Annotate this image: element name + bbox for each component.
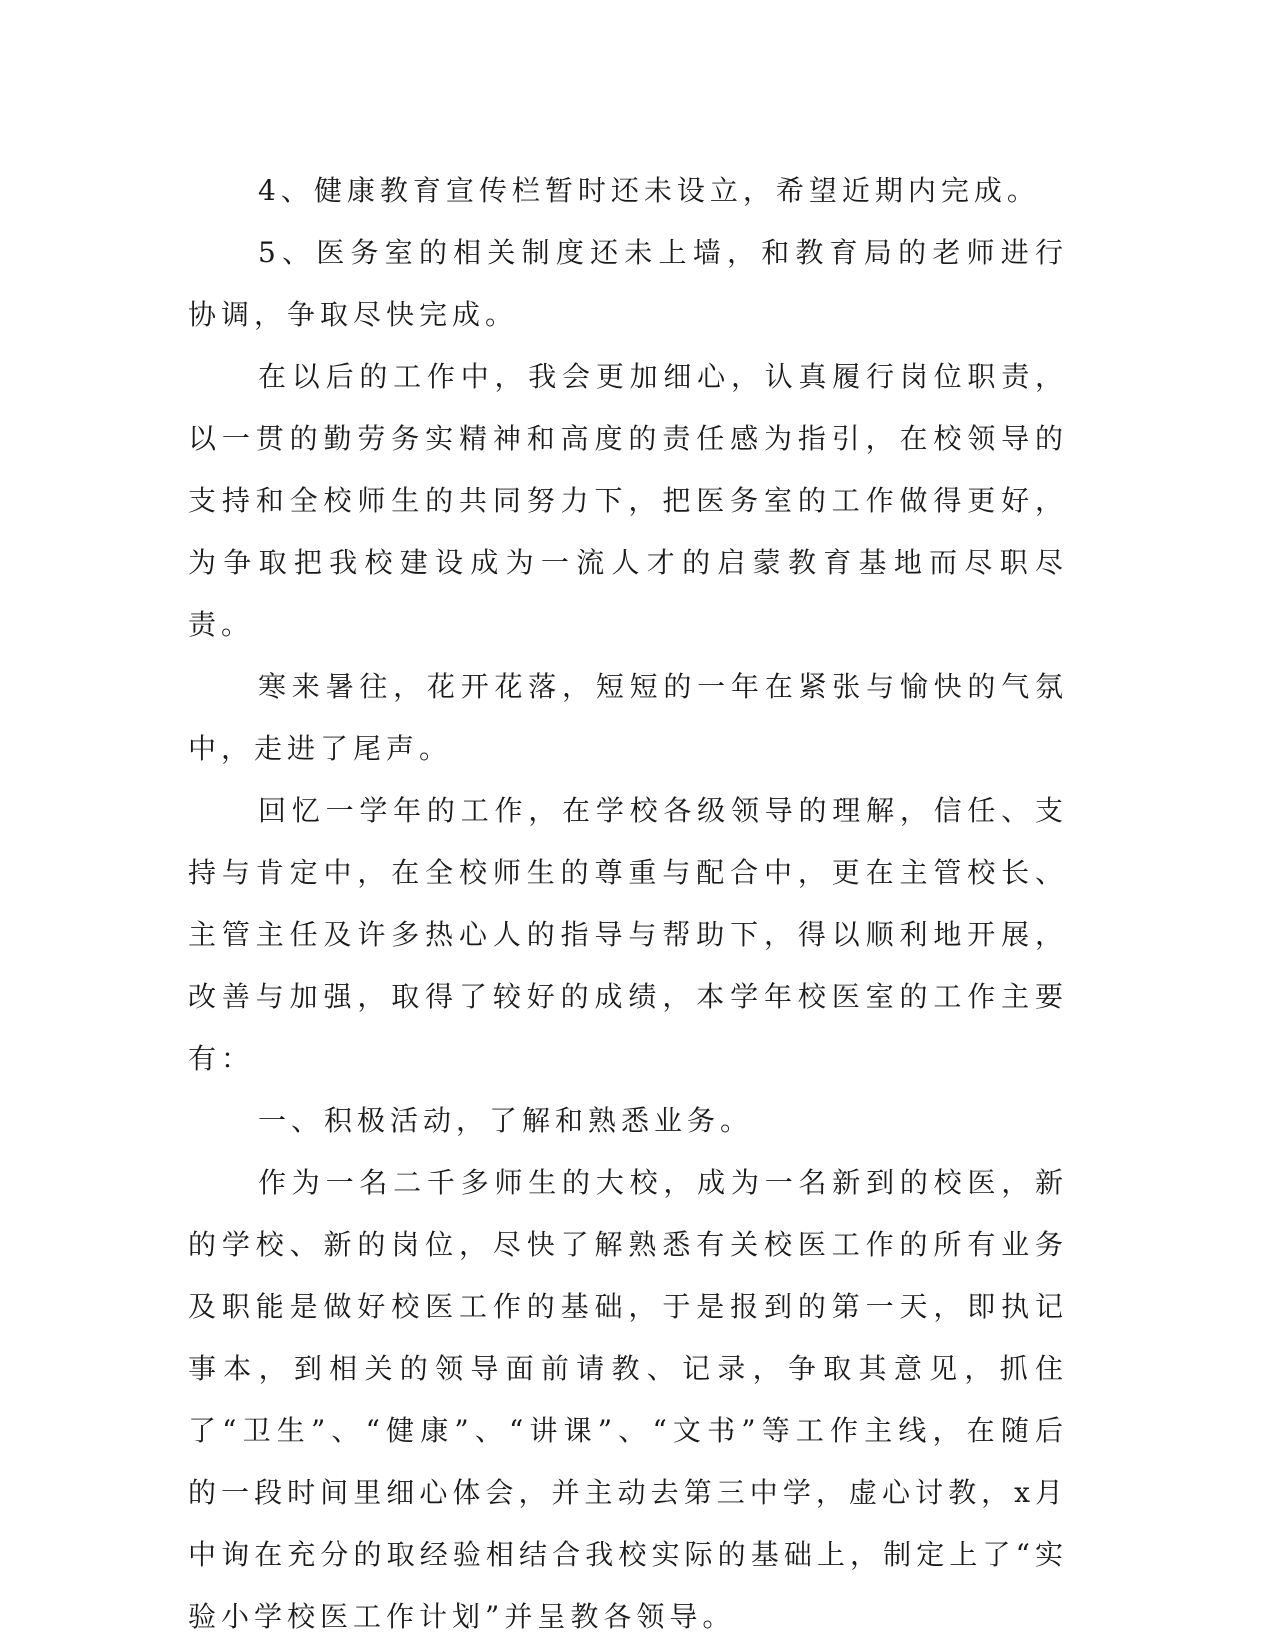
paragraph-year-end: 寒来暑往，花开花落，短短的一年在紧张与愉快的气氛中，走进了尾声。: [188, 670, 1068, 765]
document-body: [188, 160, 1068, 1648]
section-heading-1: 一、积极活动，了解和熟悉业务。: [258, 1104, 754, 1137]
paragraph-future-work: 在以后的工作中，我会更加细心，认真履行岗位职责，以一贯的勤劳务实精神和高度的责任感为指引，在校领导的支持和全校师生的共同努力下，把医务室的工作做得更好，为争取把我校建设成为一流人才的启蒙教育基地而尽职尽责。: [188, 360, 1068, 641]
paragraph-review: 回忆一学年的工作，在学校各级领导的理解，信任、支持与肯定中，在全校师生的尊重与配合中，更在主管校长、主管主任及许多热心人的指导与帮助下，得以顺利地开展，改善与加强，取得了较好的成绩，本学年校医室的工作主要有：: [188, 794, 1068, 1075]
paragraph-new-doctor: 作为一名二千多师生的大校，成为一名新到的校医，新的学校、新的岗位，尽快了解熟悉有关校医工作的所有业务及职能是做好校医工作的基础，于是报到的第一天，即执记事本，到相关的领导面前请教、记录，争取其意见，抓住了“卫生”、“健康”、“讲课”、“文书”等工作主线，在随后的一段时间里细心体会，并主动去第三中学，虚心讨教，x月中询在充分的取经验相结合我校实际的基础上，制定上了“实验小学校医工作计划”并呈教各领导。: [188, 1166, 1068, 1633]
paragraph-item-4: 4、健康教育宣传栏暂时还未设立，希望近期内完成。: [258, 174, 1040, 207]
paragraph-item-5: 5、医务室的相关制度还未上墙，和教育局的老师进行协调，争取尽快完成。: [188, 236, 1068, 331]
